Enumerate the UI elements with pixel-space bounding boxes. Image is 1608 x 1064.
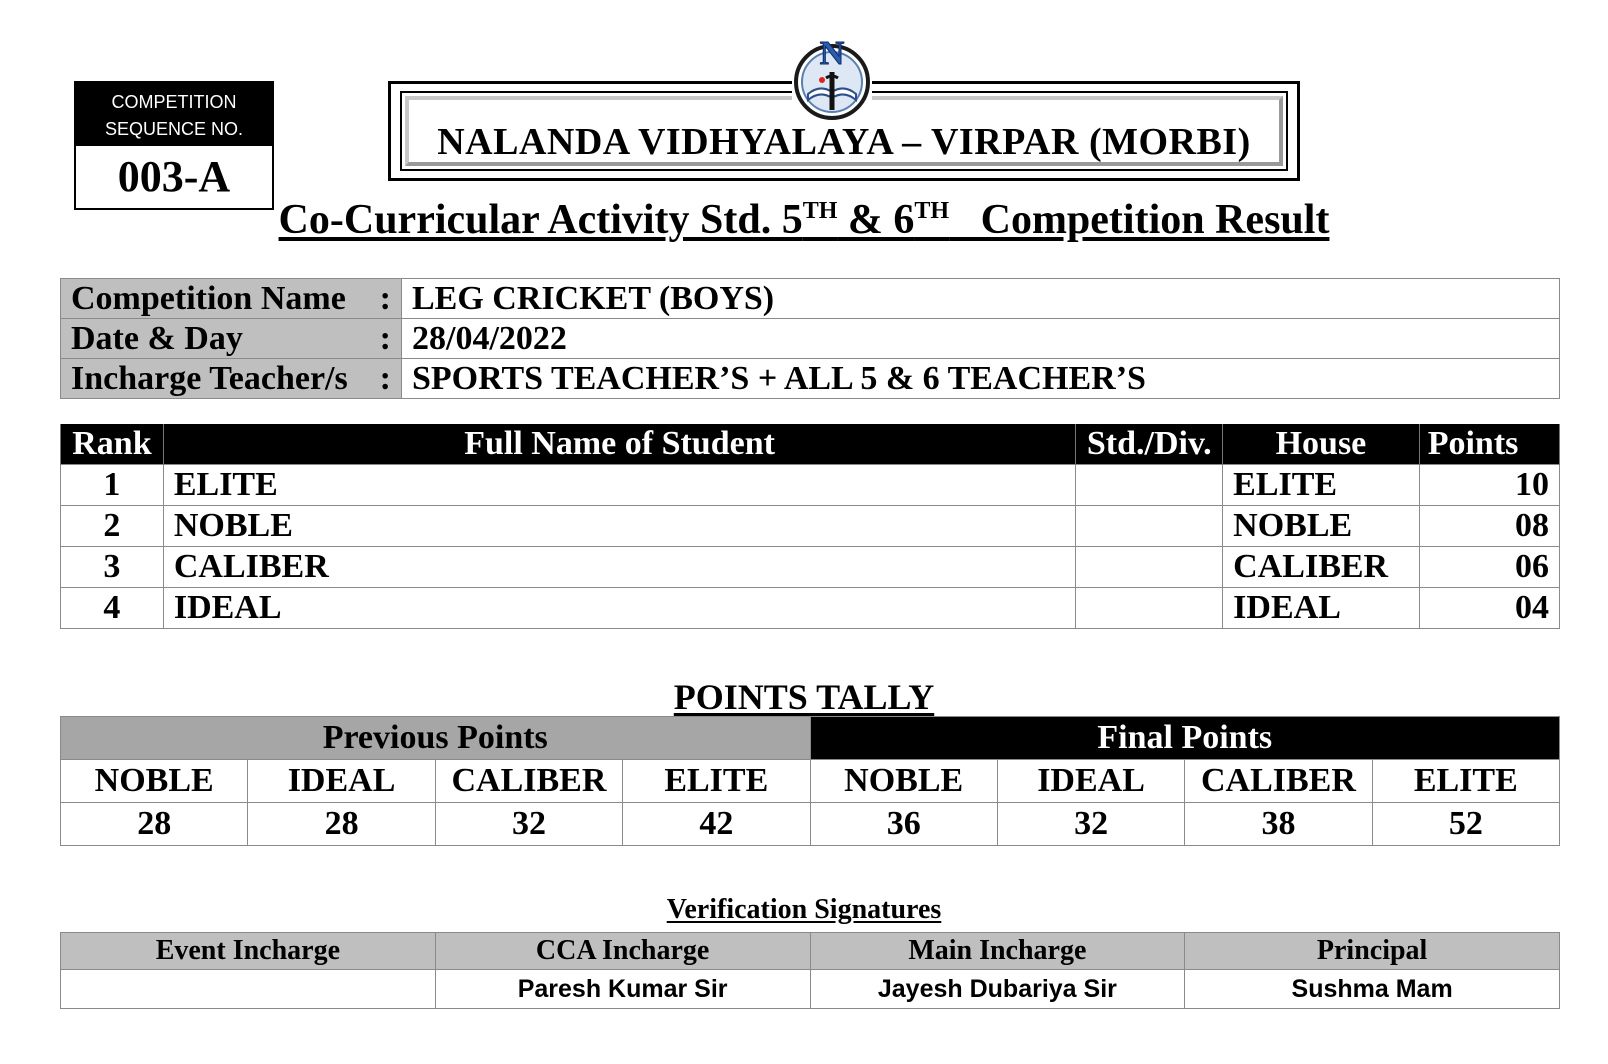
role-main-incharge: Main Incharge <box>810 933 1185 970</box>
points-cell: 06 <box>1419 547 1559 588</box>
points-cell: 10 <box>1419 465 1559 506</box>
tally-house-cell: NOBLE <box>810 760 997 803</box>
name-cell: NOBLE <box>163 506 1075 547</box>
header-rank: Rank <box>61 424 164 465</box>
competition-info-table <box>60 278 1560 399</box>
title-prefix: Co-Curricular Activity Std. 5 <box>278 197 803 243</box>
header-house: House <box>1223 424 1420 465</box>
sequence-number: 003-A <box>117 152 231 201</box>
school-logo-icon <box>792 34 872 120</box>
title-sup-2: TH <box>914 198 950 224</box>
name-cell: ELITE <box>163 465 1075 506</box>
table-row <box>61 547 1560 588</box>
points-cell: 08 <box>1419 506 1559 547</box>
colon: : <box>379 279 391 317</box>
rank-cell: 1 <box>61 465 164 506</box>
points-tally-table <box>60 716 1560 846</box>
teacher-value: SPORTS TEACHER’S + ALL 5 & 6 TEACHER’S <box>402 359 1560 399</box>
header-full-name: Full Name of Student <box>163 424 1075 465</box>
role-principal: Principal <box>1185 933 1560 970</box>
tally-house-cell: NOBLE <box>61 760 248 803</box>
teacher-label: Incharge Teacher/s <box>71 359 348 397</box>
info-label-cell <box>61 279 402 319</box>
tally-group-row <box>61 717 1560 760</box>
tally-value-row <box>61 803 1560 846</box>
competition-name-value: LEG CRICKET (BOYS) <box>402 279 1560 319</box>
logo-letter: N <box>819 35 845 72</box>
competition-name-label: Competition Name <box>71 279 346 317</box>
tally-house-cell: ELITE <box>1372 760 1559 803</box>
rank-cell: 3 <box>61 547 164 588</box>
table-row <box>61 506 1560 547</box>
final-points-header: Final Points <box>810 717 1560 760</box>
house-cell: CALIBER <box>1223 547 1420 588</box>
rank-cell: 4 <box>61 588 164 629</box>
house-cell: NOBLE <box>1223 506 1420 547</box>
std-cell <box>1076 465 1223 506</box>
info-row-date <box>61 319 1560 359</box>
info-label-cell <box>61 359 402 399</box>
result-header-row <box>61 424 1560 465</box>
header-std-div: Std./Div. <box>1076 424 1223 465</box>
date-label: Date & Day <box>71 319 243 357</box>
result-table <box>60 424 1560 629</box>
sequence-box <box>74 81 274 210</box>
title-sup-1: TH <box>802 198 838 224</box>
school-name: NALANDA VIDHYALAYA – VIRPAR (MORBI) <box>437 121 1251 163</box>
verification-title: Verification Signatures <box>666 894 942 925</box>
role-event-incharge: Event Incharge <box>61 933 436 970</box>
tally-house-cell: CALIBER <box>435 760 622 803</box>
std-cell <box>1076 547 1223 588</box>
page-edge-clip <box>1562 270 1608 1030</box>
info-row-competition <box>61 279 1560 319</box>
house-cell: IDEAL <box>1223 588 1420 629</box>
sequence-label-line2: SEQUENCE NO. <box>104 119 244 139</box>
tally-house-cell: CALIBER <box>1185 760 1372 803</box>
tally-value-cell: 42 <box>623 803 810 846</box>
name-main-incharge: Jayesh Dubariya Sir <box>810 970 1185 1009</box>
tally-value-cell: 52 <box>1372 803 1559 846</box>
tally-value-cell: 28 <box>61 803 248 846</box>
tally-house-cell: ELITE <box>623 760 810 803</box>
info-label-cell <box>61 319 402 359</box>
tally-value-cell: 36 <box>810 803 997 846</box>
date-value: 28/04/2022 <box>402 319 1560 359</box>
previous-points-header: Previous Points <box>61 717 811 760</box>
tally-value-cell: 32 <box>997 803 1184 846</box>
title-suffix: Competition Result <box>949 197 1330 243</box>
tally-value-cell: 38 <box>1185 803 1372 846</box>
table-row <box>61 588 1560 629</box>
tally-house-cell: IDEAL <box>248 760 435 803</box>
tally-house-row <box>61 760 1560 803</box>
verification-table <box>60 932 1560 1009</box>
tally-value-cell: 32 <box>435 803 622 846</box>
tally-house-cell: IDEAL <box>997 760 1184 803</box>
verification-role-row <box>61 933 1560 970</box>
page-title <box>0 196 1608 244</box>
sequence-label-line1: COMPETITION <box>111 92 237 112</box>
table-row <box>61 465 1560 506</box>
colon: : <box>379 319 391 357</box>
colon: : <box>379 359 391 397</box>
points-tally-title: POINTS TALLY <box>673 677 935 717</box>
points-cell: 04 <box>1419 588 1559 629</box>
name-principal: Sushma Mam <box>1185 970 1560 1009</box>
school-logo <box>792 34 872 120</box>
header-points: Points <box>1419 424 1559 465</box>
name-cca-incharge: Paresh Kumar Sir <box>435 970 810 1009</box>
house-cell: ELITE <box>1223 465 1420 506</box>
rank-cell: 2 <box>61 506 164 547</box>
name-cell: IDEAL <box>163 588 1075 629</box>
std-cell <box>1076 506 1223 547</box>
sequence-label <box>76 83 272 146</box>
std-cell <box>1076 588 1223 629</box>
info-row-teacher <box>61 359 1560 399</box>
role-cca-incharge: CCA Incharge <box>435 933 810 970</box>
verification-name-row <box>61 970 1560 1009</box>
tally-value-cell: 28 <box>248 803 435 846</box>
title-middle: & 6 <box>837 197 915 243</box>
name-event-incharge <box>61 970 436 1009</box>
name-cell: CALIBER <box>163 547 1075 588</box>
